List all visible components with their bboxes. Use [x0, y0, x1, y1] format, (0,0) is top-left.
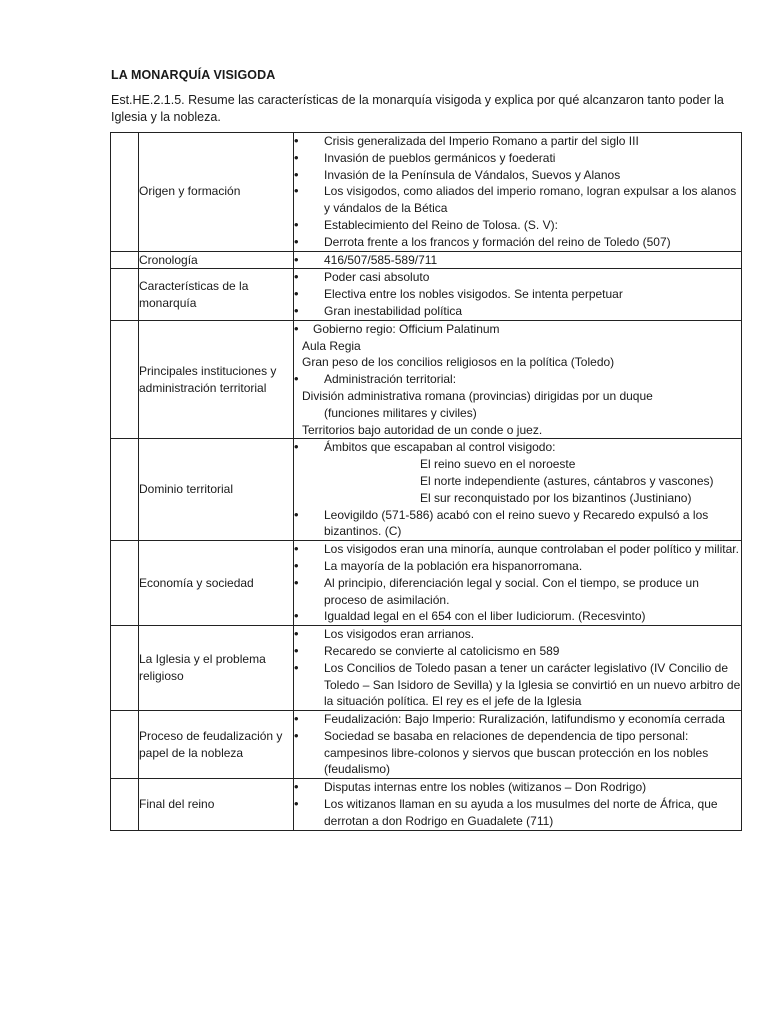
- item-text: (funciones militares y civiles): [324, 405, 477, 420]
- table-row: [111, 439, 742, 541]
- document-intro: Est.HE.2.1.5. Resume las características de la monarquía visigoda y explica por qué alcanzaron tanto poder la Iglesia y la nobleza.: [111, 93, 724, 124]
- item-text: Gran peso de los concilios religiosos en la política (Toledo): [302, 355, 615, 370]
- bullet-icon: •: [294, 233, 299, 249]
- item-list: [294, 626, 741, 710]
- topic-cell: Cronología: [139, 251, 294, 269]
- bullet-icon: •: [294, 133, 299, 148]
- item-text: Los visigodos eran una minoría, aunque controlaban el poder político y militar.: [324, 542, 739, 557]
- item-text: Gobierno regio: Officium Palatinum: [313, 321, 500, 336]
- topic-cell: Dominio territorial: [139, 439, 294, 541]
- table-row: [111, 251, 742, 269]
- list-item: [294, 473, 741, 490]
- item-text: Ámbitos que escapaban al control visigodo:: [324, 440, 556, 455]
- topic-cell: Proceso de feudalización y papel de la nobleza: [139, 711, 294, 779]
- bullet-icon: •: [294, 796, 299, 812]
- list-item: [294, 252, 741, 269]
- item-text: Al principio, diferenciación legal y social. Con el tiempo, se produce un proceso de asimilación.: [324, 575, 699, 607]
- empty-cell: [111, 251, 139, 269]
- item-text: Establecimiento del Reino de Tolosa. (S. V):: [324, 217, 558, 232]
- item-text: La mayoría de la población era hispanorromana.: [324, 558, 583, 573]
- content-cell: [294, 626, 742, 711]
- item-text: Invasión de pueblos germánicos y foederati: [324, 150, 556, 165]
- bullet-icon: •: [294, 506, 299, 522]
- indent-spacer: [294, 490, 324, 507]
- topic-cell: Principales instituciones y administración territorial: [139, 320, 294, 439]
- table-row: [111, 711, 742, 779]
- bullet-icon: •: [294, 149, 299, 165]
- empty-cell: [111, 711, 139, 779]
- bullet-icon: •: [294, 659, 299, 675]
- bullet-icon: •: [294, 269, 299, 285]
- item-text: Feudalización: Bajo Imperio: Ruralización, latifundismo y economía cerrada: [324, 712, 725, 727]
- list-item: [294, 796, 741, 830]
- list-item: [294, 354, 741, 371]
- item-text: Igualdad legal en el 654 con el liber Iudiciorum. (Recesvinto): [324, 609, 646, 624]
- bullet-icon: •: [294, 166, 299, 182]
- bullet-icon: •: [294, 574, 299, 590]
- item-text: El reino suevo en el noroeste: [420, 457, 576, 472]
- document-title: LA MONARQUÍA VISIGODA: [111, 68, 276, 82]
- topic-cell: La Iglesia y el problema religioso: [139, 626, 294, 711]
- item-list: [294, 269, 741, 319]
- item-text: El norte independiente (astures, cántabros y vascones): [420, 473, 714, 488]
- list-item: [294, 575, 741, 609]
- table-row: [111, 626, 742, 711]
- item-text: Gran inestabilidad política: [324, 303, 463, 318]
- item-text: Los visigodos eran arrianos.: [324, 627, 475, 642]
- list-item: [294, 507, 741, 541]
- item-text: Poder casi absoluto: [324, 270, 430, 285]
- item-text: Los visigodos, como aliados del imperio romano, logran expulsar a los alanos y vándalos de la Bética: [324, 184, 737, 216]
- bullet-icon: •: [294, 439, 299, 455]
- empty-cell: [111, 133, 139, 252]
- bullet-icon: •: [294, 608, 299, 624]
- list-item: [294, 608, 741, 625]
- item-list: [294, 711, 741, 778]
- list-item: [294, 167, 741, 184]
- list-item: [294, 643, 741, 660]
- bullet-icon: •: [294, 286, 299, 302]
- list-item: [294, 626, 741, 643]
- list-item: [294, 217, 741, 234]
- list-item: [294, 133, 741, 150]
- list-item: [294, 541, 741, 558]
- list-item: [294, 286, 741, 303]
- list-item: [294, 711, 741, 728]
- list-item: [294, 490, 741, 507]
- list-item: [294, 234, 741, 251]
- list-item: [294, 371, 741, 388]
- item-text: Disputas internas entre los nobles (witizanos – Don Rodrigo): [324, 780, 647, 795]
- list-item: [294, 269, 741, 286]
- empty-cell: [111, 626, 139, 711]
- item-text: Los witizanos llaman en su ayuda a los musulmes del norte de África, que derrotan a don Rodrigo en Guadalete (711): [324, 797, 718, 828]
- bullet-icon: •: [294, 727, 299, 743]
- empty-cell: [111, 439, 139, 541]
- list-item: [294, 405, 741, 422]
- content-cell: [294, 320, 742, 439]
- item-text: Derrota frente a los francos y formación del reino de Toledo (507): [324, 234, 671, 249]
- topic-cell: Final del reino: [139, 779, 294, 830]
- item-text: Los Concilios de Toledo pasan a tener un carácter legislativo (IV Concilio de Toledo – San Isidoro de Sevilla) y la Iglesia se convirtió en un nuevo arbitro de la situación política. El rey es el jefe de la Iglesia: [324, 660, 741, 709]
- list-item: [294, 338, 741, 355]
- content-cell: [294, 133, 742, 252]
- list-item: [294, 439, 741, 456]
- item-list: [294, 321, 741, 439]
- bullet-icon: •: [294, 642, 299, 658]
- list-item: [294, 558, 741, 575]
- item-text: Sociedad se basaba en relaciones de dependencia de tipo personal: campesinos libre-colonos y siervos que buscan protección en los nobles (feudalismo): [324, 728, 709, 777]
- summary-table: [110, 132, 742, 831]
- item-list: [294, 541, 741, 625]
- bullet-icon: •: [294, 183, 299, 199]
- content-cell: [294, 541, 742, 626]
- list-item: [294, 388, 741, 405]
- item-text: Administración territorial:: [324, 372, 457, 387]
- bullet-icon: •: [294, 251, 299, 267]
- table-row: [111, 320, 742, 439]
- topic-cell: Características de la monarquía: [139, 269, 294, 320]
- content-cell: [294, 439, 742, 541]
- item-text: Territorios bajo autoridad de un conde o juez.: [302, 422, 543, 437]
- item-text: Leovigildo (571-586) acabó con el reino suevo y Recaredo expulsó a los bizantinos. (C): [324, 507, 709, 539]
- content-cell: [294, 711, 742, 779]
- item-list: [294, 779, 741, 829]
- content-cell: [294, 779, 742, 830]
- table-row: [111, 541, 742, 626]
- indent-spacer: [294, 405, 324, 422]
- empty-cell: [111, 541, 139, 626]
- topic-cell: Origen y formación: [139, 133, 294, 252]
- table-row: [111, 269, 742, 320]
- item-text: Aula Regia: [302, 338, 361, 353]
- item-text: Electiva entre los nobles visigodos. Se intenta perpetuar: [324, 287, 623, 302]
- bullet-icon: •: [294, 320, 299, 336]
- content-cell: [294, 251, 742, 269]
- list-item: [294, 150, 741, 167]
- item-text: Crisis generalizada del Imperio Romano a partir del siglo III: [324, 134, 639, 148]
- item-list: [294, 133, 741, 251]
- bullet-icon: •: [294, 626, 299, 642]
- indent-spacer: [294, 473, 324, 490]
- list-item: [294, 321, 741, 338]
- list-item: [294, 303, 741, 320]
- empty-cell: [111, 779, 139, 830]
- bullet-icon: •: [294, 541, 299, 557]
- item-text: Invasión de la Península de Vándalos, Suevos y Alanos: [324, 167, 621, 182]
- list-item: [294, 779, 741, 796]
- item-text: 416/507/585-589/711: [324, 252, 438, 267]
- bullet-icon: •: [294, 216, 299, 232]
- indent-spacer: [294, 456, 324, 473]
- bullet-icon: •: [294, 711, 299, 727]
- item-list: [294, 439, 741, 540]
- list-item: [294, 728, 741, 778]
- list-item: [294, 183, 741, 217]
- topic-cell: Economía y sociedad: [139, 541, 294, 626]
- bullet-icon: •: [294, 302, 299, 318]
- table-row: [111, 133, 742, 252]
- list-item: [294, 422, 741, 439]
- item-text: División administrativa romana (provincias) dirigidas por un duque: [302, 388, 653, 403]
- item-text: El sur reconquistado por los bizantinos (Justiniano): [420, 490, 692, 505]
- content-cell: [294, 269, 742, 320]
- empty-cell: [111, 320, 139, 439]
- empty-cell: [111, 269, 139, 320]
- bullet-icon: •: [294, 557, 299, 573]
- list-item: [294, 660, 741, 710]
- list-item: [294, 456, 741, 473]
- table-row: [111, 779, 742, 830]
- item-list: [294, 252, 741, 269]
- bullet-icon: •: [294, 779, 299, 795]
- item-text: Recaredo se convierte al catolicismo en 589: [324, 643, 560, 658]
- bullet-icon: •: [294, 371, 299, 387]
